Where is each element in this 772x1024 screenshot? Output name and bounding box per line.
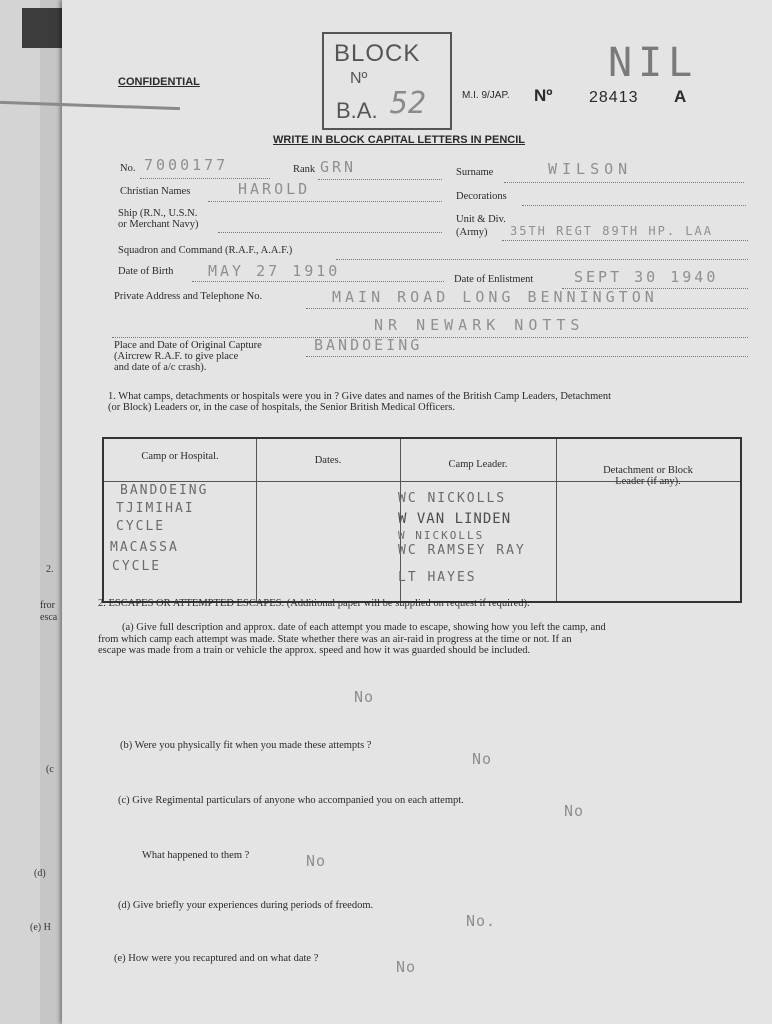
camp-entry: BANDOEING — [120, 483, 209, 498]
dotted-line — [336, 259, 748, 260]
form-series: A — [674, 87, 687, 106]
block-stamp — [322, 32, 452, 130]
capture-label-3: and date of a/c crash). — [114, 362, 207, 373]
stamp-handwritten-number: 52 — [390, 86, 427, 121]
number-label: Nº — [534, 86, 553, 105]
leader-entry: W NICKOLLS — [398, 529, 485, 542]
surname-value: WILSON — [548, 160, 633, 178]
enlistment-value: SEPT 30 1940 — [574, 268, 719, 286]
question-1-text-2: (or Block) Leaders or, in the case of hospitals, the Senior British Medical Officers. — [108, 402, 455, 413]
leader-entry: LT HAYES — [398, 570, 477, 585]
unit-label-2: (Army) — [456, 227, 488, 238]
capture-place-value: BANDOEING — [314, 336, 423, 354]
camps-table — [102, 437, 742, 603]
enlistment-label: Date of Enlistment — [454, 274, 534, 285]
surname-label: Surname — [456, 167, 494, 178]
question-2a-text-2: from which camp each attempt was made. State whether there was an air-raid in progress at the time or not. If an — [98, 634, 572, 645]
dotted-line — [318, 179, 442, 180]
table-divider — [556, 439, 557, 601]
back-page-fragment: (c — [46, 764, 54, 775]
form-number: 28413 — [589, 89, 639, 106]
question-2e-text: (e) How were you recaptured and on what date ? — [114, 953, 319, 964]
column-header-camp-leader: Camp Leader. — [448, 459, 508, 470]
rank-value: GRN — [320, 158, 357, 176]
question-2c-text: (c) Give Regimental particulars of anyone who accompanied you on each attempt. — [118, 795, 464, 806]
question-1-text: 1. What camps, detachments or hospitals were you in ? Give dates and names of the British Camp Leaders, Detachment — [108, 391, 612, 402]
service-number-value: 7000177 — [144, 156, 229, 174]
dotted-line — [218, 232, 442, 233]
question-2d-text: (d) Give briefly your experiences during periods of freedom. — [118, 900, 374, 911]
back-page-fragment: (d) — [34, 868, 46, 879]
question-2d-answer: No. — [466, 912, 497, 930]
question-2e-answer: No — [396, 958, 417, 976]
dotted-line — [522, 205, 746, 206]
ship-label-2: or Merchant Navy) — [118, 219, 199, 230]
unit-value: 35TH REGT 89TH HP. LAA — [510, 224, 713, 238]
leader-entry: WC RAMSEY RAY — [398, 543, 526, 558]
dotted-line — [306, 356, 748, 357]
stamp-ba-text: B.A. — [336, 98, 378, 123]
form-page — [62, 0, 772, 1024]
capture-label: Place and Date of Original Capture — [114, 340, 262, 351]
dotted-line — [112, 337, 748, 338]
christian-names-label: Christian Names — [120, 186, 191, 197]
dotted-line — [502, 240, 748, 241]
decorations-label: Decorations — [456, 191, 507, 202]
question-2-heading: 2. ESCAPES OR ATTEMPTED ESCAPES. (Additional paper will be supplied on request if required). — [98, 598, 530, 609]
stamp-block-text: BLOCK — [334, 40, 421, 67]
leader-entry: WC NICKOLLS — [398, 491, 507, 506]
column-header-dates: Dates. — [314, 455, 342, 466]
dotted-line — [306, 308, 748, 309]
ship-label: Ship (R.N., U.S.N. — [118, 208, 198, 219]
question-2a-text: (a) Give full description and approx. date of each attempt you made to escape, showing how you left the camp, and — [122, 622, 606, 633]
capture-label-2: (Aircrew R.A.F. to give place — [114, 351, 239, 362]
instruction-heading: WRITE IN BLOCK CAPITAL LETTERS IN PENCIL — [273, 134, 525, 146]
question-2a-answer: No — [354, 688, 375, 706]
camp-entry: TJIMIHAI — [116, 501, 195, 516]
service-number-label: No. — [120, 163, 136, 174]
question-2a-text-3: escape was made from a train or vehicle the approx. speed and how it was guarded should be included. — [98, 645, 531, 656]
leader-entry: W VAN LINDEN — [398, 511, 512, 527]
address-line-1: MAIN ROAD LONG BENNINGTON — [332, 288, 658, 306]
address-label: Private Address and Telephone No. — [114, 291, 263, 302]
question-2c-answer: No — [564, 802, 585, 820]
rank-label: Rank — [293, 164, 316, 175]
nil-handwritten-mark: NIL — [608, 40, 699, 86]
back-page-fragment: fror — [40, 600, 55, 611]
form-reference: M.I. 9/JAP. — [462, 90, 510, 101]
unit-label: Unit & Div. — [456, 214, 506, 225]
column-header-detachment: Detachment or Block — [603, 465, 693, 476]
stamp-number-text: Nº — [350, 70, 368, 87]
dotted-line — [208, 201, 442, 202]
classification-label: CONFIDENTIAL — [118, 76, 200, 88]
question-2b-text: (b) Were you physically fit when you made these attempts ? — [120, 740, 372, 751]
squadron-label: Squadron and Command (R.A.F., A.A.F.) — [118, 245, 293, 256]
back-page-fragment: 2. — [46, 564, 54, 575]
date-of-birth-value: MAY 27 1910 — [208, 262, 341, 280]
camp-entry: CYCLE — [112, 559, 162, 574]
dotted-line — [140, 178, 270, 179]
address-line-2: NR NEWARK NOTTS — [374, 316, 585, 334]
question-2c-followup-answer: No — [306, 852, 327, 870]
back-page-fragment: (e) H — [30, 922, 51, 933]
dotted-line — [504, 182, 744, 183]
column-header-detachment-2: Leader (if any). — [615, 476, 681, 487]
date-of-birth-label: Date of Birth — [118, 266, 174, 277]
back-page-fragment: esca — [40, 612, 58, 623]
question-2b-answer: No — [472, 750, 493, 768]
christian-names-value: HAROLD — [238, 180, 311, 198]
column-header-camp: Camp or Hospital. — [141, 451, 219, 462]
camp-entry: CYCLE — [116, 519, 166, 534]
dotted-line — [192, 281, 444, 282]
question-2c-followup-text: What happened to them ? — [142, 850, 250, 861]
camp-entry: MACASSA — [110, 540, 179, 555]
